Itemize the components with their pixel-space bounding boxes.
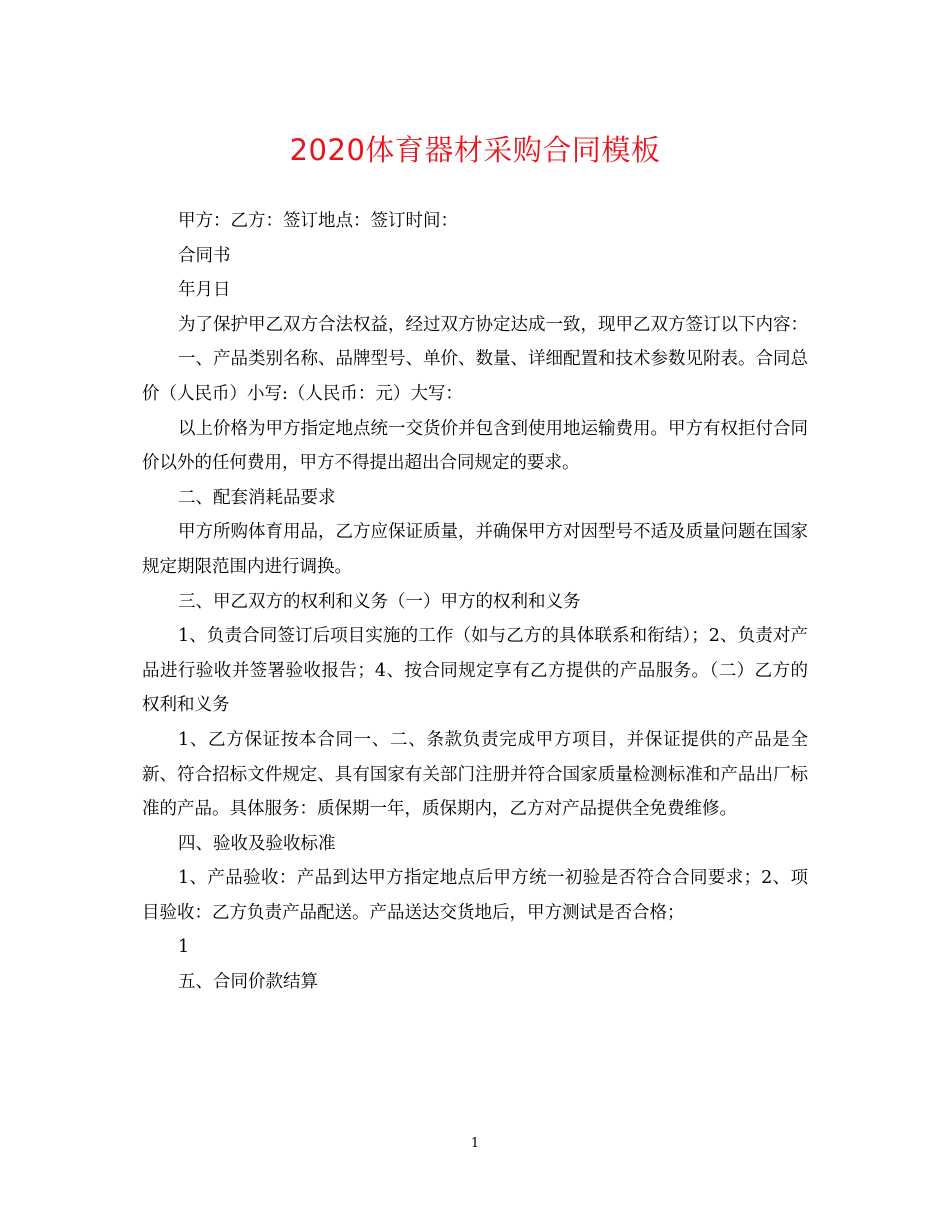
paragraph-section-4-heading: 四、验收及验收标准 <box>178 833 336 854</box>
paragraph-price-terms: 以上价格为甲方指定地点统一交货价并包含到使用地运输费用。甲方有权拒付合同价以外的任何费用，甲方不得提出超出合同规定的要求。 <box>142 418 808 474</box>
paragraph-inline-number: 1 <box>178 937 190 958</box>
paragraph-party-a-duties: 1、负责合同签订后项目实施的工作（如与乙方的具体联系和衔结）；2、负责对产品进行验收并签署验收报告；4、按合同规定享有乙方提供的产品服务。（二）乙方的权利和义务 <box>142 626 808 716</box>
paragraph-contract-book: 合同书 <box>178 245 231 266</box>
paragraph-section-3-heading: 三、甲乙双方的权利和义务（一）甲方的权利和义务 <box>178 591 581 612</box>
paragraph-acceptance: 1、产品验收：产品到达甲方指定地点后甲方统一初验是否符合合同要求；2、项目验收：乙方负责产品配送。产品送达交货地后，甲方测试是否合格； <box>142 868 808 923</box>
page-number: 1 <box>470 1136 480 1151</box>
paragraph-section-2-heading: 二、配套消耗品要求 <box>178 487 336 508</box>
paragraph-party-b-duties: 1、乙方保证按本合同一、二、条款负责完成甲方项目，并保证提供的产品是全新、符合招标文件规定、具有国家有关部门注册并符合国家质量检测标准和产品出厂标准的产品。具体服务：质保期一年，质保期内，乙方对产品提供全免费维修。 <box>142 729 808 820</box>
paragraph-section-1: 一、产品类别名称、品牌型号、单价、数量、详细配置和技术参数见附表。合同总价（人民币）小写:（人民币：元）大写： <box>142 349 808 404</box>
paragraph-date: 年月日 <box>178 280 231 301</box>
document-title: 2020体育器材采购合同模板 <box>289 133 661 167</box>
paragraph-parties: 甲方：乙方：签订地点：签订时间： <box>178 211 458 231</box>
paragraph-section-2-body: 甲方所购体育用品，乙方应保证质量，并确保甲方对因型号不适及质量问题在国家规定期限范围内进行调换。 <box>142 522 808 577</box>
document-body <box>142 204 808 1000</box>
paragraph-intro: 为了保护甲乙双方合法权益，经过双方协定达成一致，现甲乙双方签订以下内容： <box>178 314 808 335</box>
paragraph-section-5-heading: 五、合同价款结算 <box>178 972 318 993</box>
